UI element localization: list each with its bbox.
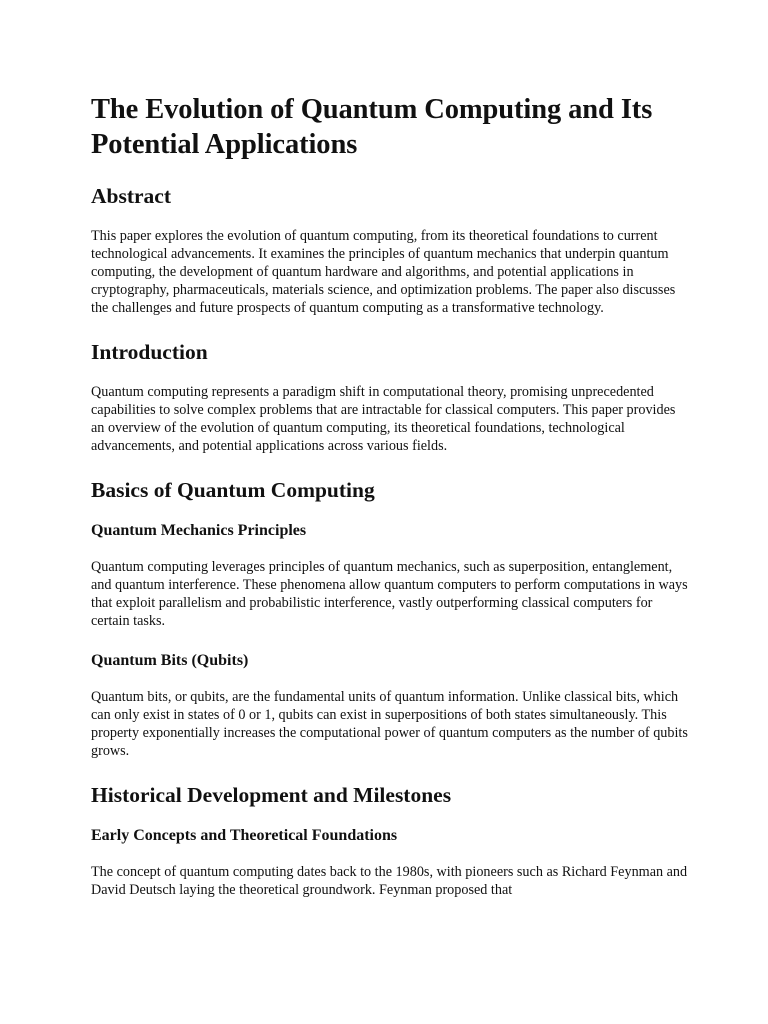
document-page [91, 92, 691, 920]
history-heading: Historical Development and Milestones [91, 783, 452, 807]
introduction-paragraph: Quantum computing represents a paradigm shift in computational theory, promising unprecedented capabilities to solve complex problems that are intractable for classical computers. This paper provides an overview of the evolution of quantum computing, its theoretical foundations, technological advancements, and potential applications across various fields. [91, 384, 676, 454]
early-concepts-heading: Early Concepts and Theoretical Foundations [91, 827, 398, 844]
qubits-heading: Quantum Bits (Qubits) [91, 652, 249, 669]
document-title: The Evolution of Quantum Computing and Its Potential Applications [91, 94, 653, 160]
qubits-paragraph: Quantum bits, or qubits, are the fundamental units of quantum information. Unlike classical bits, which can only exist in states of 0 or 1, qubits can exist in superpositions of both states simultaneously. This property exponentially increases the computational power of quantum computers as the number of qubits grows. [91, 689, 688, 759]
abstract-heading: Abstract [91, 184, 172, 208]
introduction-section [91, 338, 691, 455]
history-section [91, 781, 691, 899]
basics-section [91, 476, 691, 760]
abstract-paragraph: This paper explores the evolution of quantum computing, from its theoretical foundations to current technological advancements. It examines the principles of quantum mechanics that underpin quantum computing, the development of quantum hardware and algorithms, and potential applications in cryptography, pharmaceuticals, materials science, and optimization problems. The paper also discusses the challenges and future prospects of quantum computing as a transformative technology. [91, 228, 676, 316]
abstract-section [91, 182, 691, 317]
introduction-heading: Introduction [91, 340, 208, 364]
early-concepts-paragraph: The concept of quantum computing dates back to the 1980s, with pioneers such as Richard Feynman and David Deutsch laying the theoretical groundwork. Feynman proposed that [91, 864, 688, 898]
basics-heading: Basics of Quantum Computing [91, 478, 375, 502]
quantum-mechanics-principles-paragraph: Quantum computing leverages principles of quantum mechanics, such as superposition, entanglement, and quantum interference. These phenomena allow quantum computers to perform computations in ways that exploit parallelism and probabilistic interference, vastly outperforming classical computers for certain tasks. [91, 559, 688, 629]
quantum-mechanics-principles-heading: Quantum Mechanics Principles [91, 522, 307, 539]
